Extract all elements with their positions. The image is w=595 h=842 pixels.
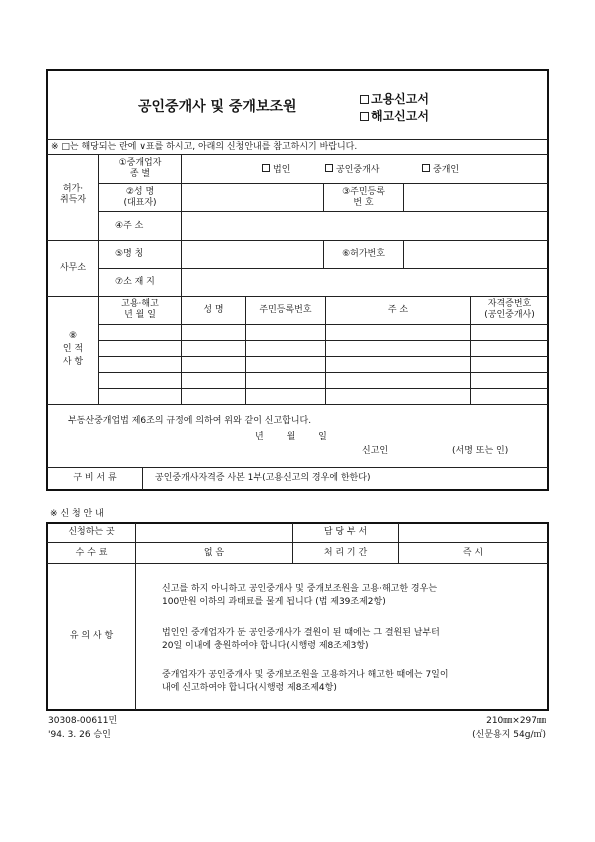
form-code: 30308-00611민 — [48, 716, 118, 726]
name-field[interactable] — [183, 185, 321, 209]
broker-type-individual[interactable] — [422, 164, 459, 176]
office-label: 신청하는 곳 — [68, 527, 115, 537]
office-value[interactable] — [137, 524, 290, 541]
field-address-label: ④주 소 — [115, 221, 144, 231]
column-certificate-number: 자격증번호 (공인중개사) — [484, 299, 535, 320]
checkbox-licensed[interactable] — [325, 164, 333, 172]
note-1: 신고를 하지 아니하고 공인중개사 및 중개보조원을 고용·해고한 경우는 100만원 이하의 과태료를 물게 됩니다 (법 제39조제2항) — [162, 584, 438, 607]
department-value[interactable] — [400, 524, 546, 541]
option-dismissal-label: 해고신고서 — [371, 109, 429, 123]
broker-type-individual-label: 중개인 — [433, 165, 460, 175]
period-value: 즉 시 — [462, 548, 484, 558]
checkbox-individual[interactable] — [422, 164, 430, 172]
paper-size: 210㎜×297㎜ — [486, 716, 546, 726]
paper-type: (신문용지 54g/㎡) — [472, 730, 546, 740]
declaration-text: 부동산중개업법 제6조의 규정에 의하여 위와 같이 신고합니다. — [68, 416, 312, 426]
notes-label: 유 의 사 항 — [69, 631, 114, 641]
column-name: 성 명 — [203, 305, 224, 315]
option-employment-label: 고용신고서 — [371, 92, 429, 106]
broker-type-corporate-label: 법인 — [273, 165, 291, 175]
column-date: 고용·해고 년 월 일 — [121, 299, 159, 320]
field-permit-number-label: ⑥허가번호 — [342, 249, 385, 259]
form-title: 공인중개사 및 중개보조원 — [138, 99, 297, 115]
field-broker-type-label: ①중개업자 종 별 — [118, 158, 162, 179]
broker-type-corporate[interactable] — [262, 164, 290, 176]
documents-label: 구 비 서 류 — [73, 473, 117, 483]
note-2: 법인인 중개업자가 둔 공인중개사가 결원이 된 때에는 그 결원된 날부터 20일 이내에 충원하여야 합니다(시행령 제8조제3항) — [162, 628, 440, 651]
section-office: 사무소 — [59, 263, 87, 273]
option-employment[interactable] — [360, 92, 429, 106]
date-line: 년 월 일 — [255, 432, 327, 442]
checkbox-corporate[interactable] — [262, 164, 270, 172]
applicant-label: 신고인 — [362, 446, 389, 456]
period-label: 처 리 기 간 — [323, 548, 368, 558]
checkbox-employment[interactable] — [360, 95, 369, 104]
approval-date: '94. 3. 26 승인 — [48, 730, 111, 740]
column-address: 주 소 — [387, 305, 409, 315]
section-permit-holder: 허가· 취득자 — [59, 184, 87, 205]
field-resident-number-label: ③주민등록 번 호 — [342, 187, 385, 208]
department-label: 담 당 부 서 — [323, 527, 368, 537]
column-resident-number: 주민등록번호 — [259, 305, 312, 315]
field-office-name-label: ⑤명 칭 — [115, 249, 144, 259]
address-field[interactable] — [183, 213, 546, 238]
notice-text: ※ □는 해당되는 란에 ∨표를 하시고, 아래의 신청안내를 참고하시기 바랍니다. — [51, 142, 358, 152]
fee-value: 없 음 — [203, 548, 225, 558]
documents-value: 공인중개사자격증 사본 1부(고용신고의 경우에 한한다) — [155, 473, 371, 483]
broker-type-licensed-label: 공인중개사 — [336, 165, 380, 175]
fee-label: 수 수 료 — [75, 548, 108, 558]
broker-type-licensed[interactable] — [325, 164, 379, 176]
section-personnel: ⑧ 인 적 사 항 — [62, 331, 84, 367]
note-3: 중개업자가 공인중개사 및 중개보조원을 고용하거나 해고한 때에는 7일이 내에 신고하여야 합니다(시행령 제8조제4항) — [162, 670, 449, 693]
guide-heading: ※ 신 청 안 내 — [50, 509, 104, 519]
office-name-field[interactable] — [183, 242, 321, 266]
signature-label: (서명 또는 인) — [452, 446, 509, 456]
checkbox-dismissal[interactable] — [360, 112, 369, 121]
field-location-label: ⑦소 재 지 — [115, 277, 155, 287]
permit-number-field[interactable] — [405, 242, 546, 266]
location-field[interactable] — [183, 270, 546, 294]
option-dismissal[interactable] — [360, 109, 429, 123]
resident-number-field[interactable] — [405, 185, 546, 209]
field-name-label: ②성 명 (대표자) — [123, 187, 157, 208]
